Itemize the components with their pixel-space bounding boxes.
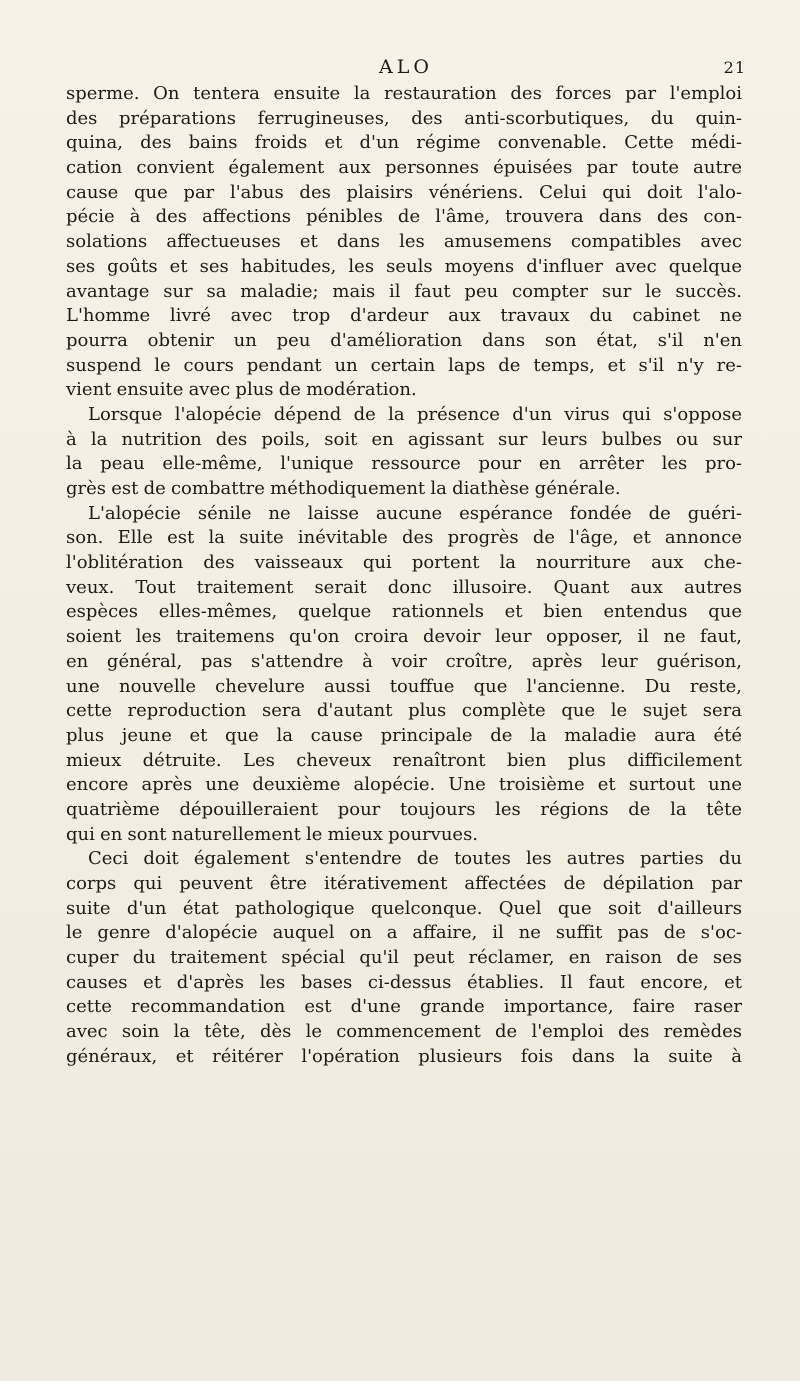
text-line: généraux, et réitérer l'opération plusieurs fois dans la suite à: [66, 1045, 742, 1067]
text-line: L'homme livré avec trop d'ardeur aux travaux du cabinet ne: [66, 305, 742, 327]
text-line: suite d'un état pathologique quelconque. Quel que soit d'ailleurs: [66, 897, 742, 919]
text-line: avec soin la tête, dès le commencement de l'emploi des remèdes: [66, 1021, 742, 1043]
text-line: sperme. On tentera ensuite la restauration des forces par l'emploi: [66, 83, 742, 104]
text-line: vient ensuite avec plus de modération.: [66, 379, 417, 401]
text-line: cette recommandation est d'une grande importance, faire raser: [66, 996, 742, 1018]
text-line: cause que par l'abus des plaisirs vénériens. Celui qui doit l'alo-: [66, 181, 742, 203]
text-line: pourra obtenir un peu d'amélioration dans son état, s'il n'en: [66, 329, 742, 351]
paragraph-start-line: Ceci doit également s'entendre de toutes les autres parties du: [88, 848, 742, 870]
text-line: corps qui peuvent être itérativement affectées de dépilation par: [66, 873, 742, 894]
paragraph-start-line: Lorsque l'alopécie dépend de la présence d'un virus qui s'oppose: [88, 403, 742, 425]
text-line: ses goûts et ses habitudes, les seuls moyens d'influer avec quelque: [66, 255, 742, 277]
text-line: espèces elles-mêmes, quelque rationnels et bien entendus que: [66, 601, 742, 623]
text-line: pécie à des affections pénibles de l'âme, trouvera dans des con-: [66, 206, 742, 228]
text-line: cation convient également aux personnes épuisées par toute autre: [66, 157, 742, 179]
text-line: quina, des bains froids et d'un régime convenable. Cette médi-: [66, 132, 742, 154]
text-line: avantage sur sa maladie; mais il faut peu compter sur le succès.: [66, 280, 742, 302]
page-number: 21: [723, 58, 746, 77]
paragraph-start-line: L'alopécie sénile ne laisse aucune espérance fondée de guéri-: [88, 502, 742, 524]
text-line: quatrième dépouilleraient pour toujours les régions de la tête: [66, 798, 742, 820]
text-line: veux. Tout traitement serait donc illusoire. Quant aux autres: [66, 576, 742, 598]
text-line: encore après une deuxième alopécie. Une troisième et surtout une: [66, 774, 742, 796]
text-line: plus jeune et que la cause principale de la maladie aura été: [66, 724, 742, 746]
text-line: la peau elle-même, l'unique ressource pour en arrêter les pro-: [66, 453, 742, 475]
text-line: le genre d'alopécie auquel on a affaire, il ne suffit pas de s'oc-: [66, 922, 742, 944]
text-line: des préparations ferrugineuses, des anti-scorbutiques, du quin-: [66, 107, 742, 129]
text-line: qui en sont naturellement le mieux pourvues.: [66, 823, 479, 845]
text-line: mieux détruite. Les cheveux renaîtront bien plus difficilement: [66, 749, 742, 771]
text-line: son. Elle est la suite inévitable des progrès de l'âge, et annonce: [66, 527, 742, 549]
text-line: une nouvelle chevelure aussi touffue que l'ancienne. Du reste,: [66, 675, 742, 697]
text-line: cuper du traitement spécial qu'il peut réclamer, en raison de ses: [66, 947, 742, 969]
running-header: [66, 56, 746, 84]
text-line: suspend le cours pendant un certain laps de temps, et s'il n'y re-: [66, 354, 742, 376]
text-line: grès est de combattre méthodiquement la diathèse générale.: [66, 478, 621, 499]
text-line: causes et d'après les bases ci-dessus établies. Il faut encore, et: [66, 971, 742, 993]
text-line: soient les traitemens qu'on croira devoir leur opposer, il ne faut,: [66, 626, 742, 648]
text-line: cette reproduction sera d'autant plus complète que le sujet sera: [66, 700, 742, 722]
header-title: ALO: [379, 56, 433, 78]
text-line: l'oblitération des vaisseaux qui portent la nourriture aux che-: [66, 552, 742, 574]
body-text: [66, 82, 742, 1070]
text-line: en général, pas s'attendre à voir croître, après leur guérison,: [66, 650, 742, 672]
text-line: à la nutrition des poils, soit en agissant sur leurs bulbes ou sur: [66, 428, 742, 450]
text-line: solations affectueuses et dans les amusemens compatibles avec: [66, 231, 742, 253]
